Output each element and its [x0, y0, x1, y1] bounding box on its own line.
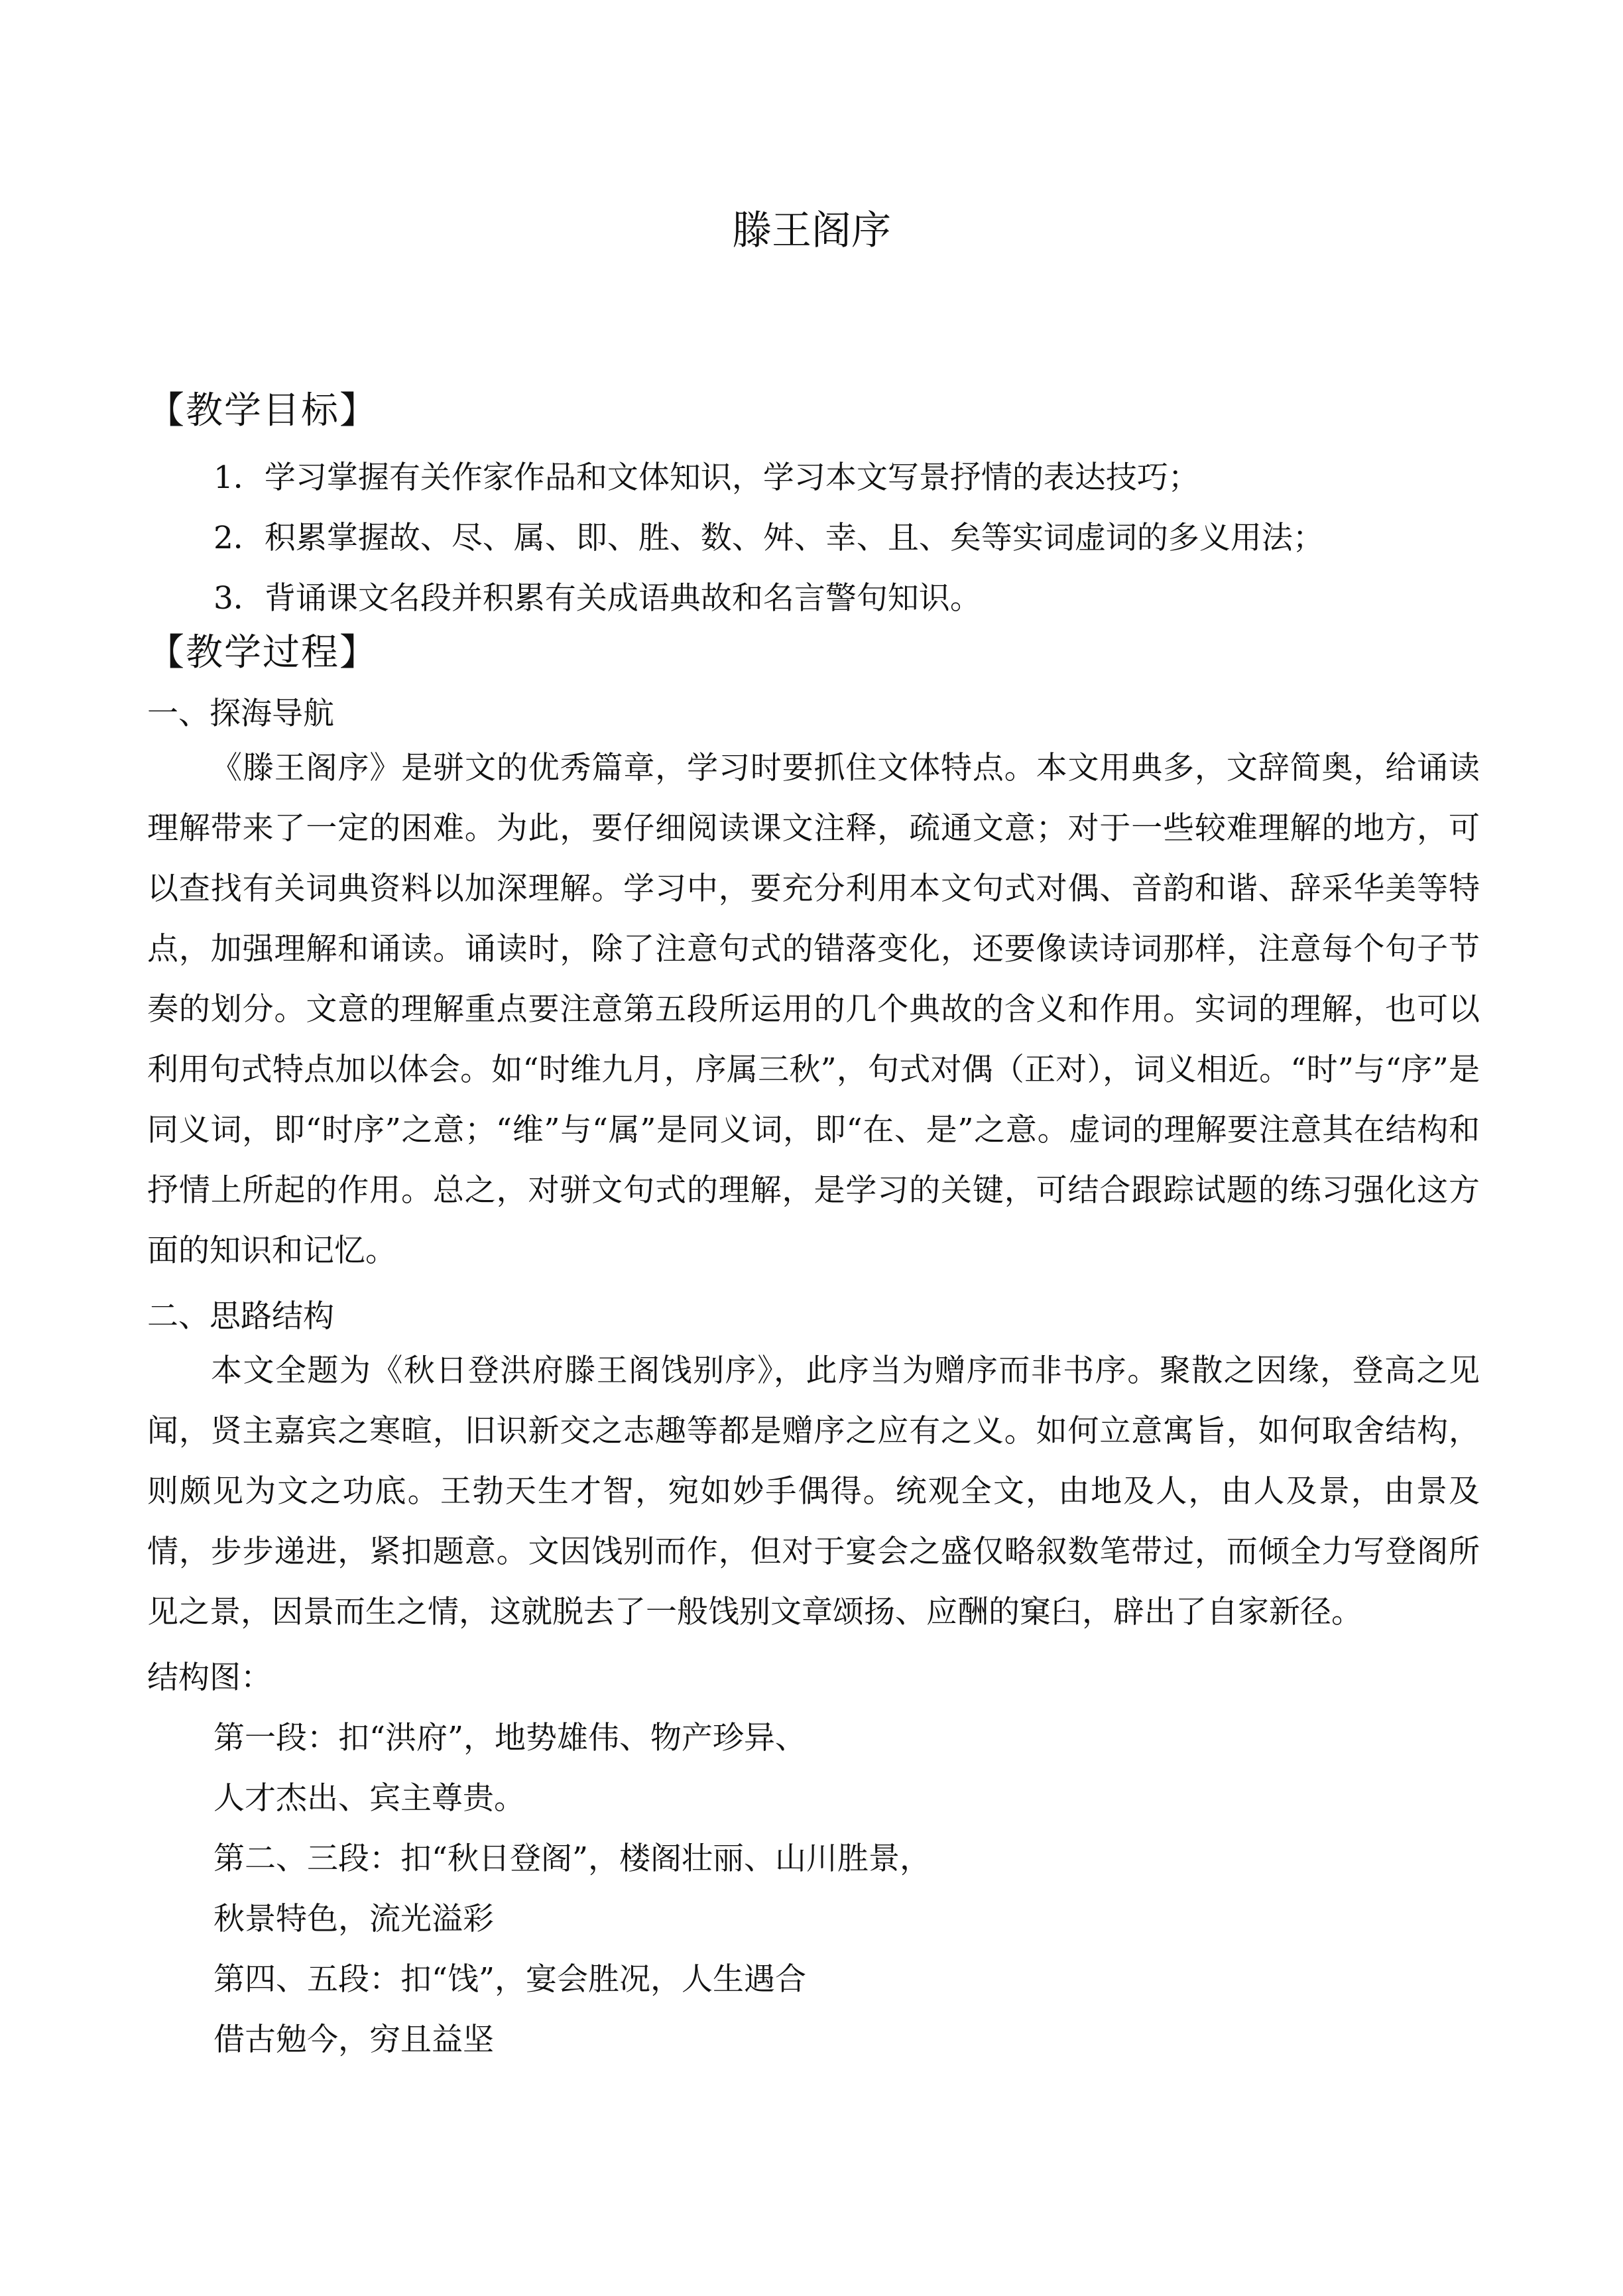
objective-item: 3．背诵课文名段并积累有关成语典故和名言警句知识。 — [213, 580, 981, 617]
section-2-paragraph: 本文全题为《秋日登洪府滕王阁饯别序》，此序当为赠序而非书序。聚散之因缘，登高之见闻，贤主嘉宾之寒暄，旧识新交之志趣等都是赠序之应有之义。如何立意寓旨，如何取舍结构，则颇见为文之功底。王勃天生才智，宛如妙手偶得。统观全文，由地及人，由人及景，由景及情，步步递进，紧扣题意。文因饯别而作，但对于宴会之盛仅略叙数笔带过，而倾全力写登阁所见之景，因景而生之情，这就脱去了一般饯别文章颂扬、应酬的窠臼，辟出了自家新径。 — [147, 1353, 1480, 1630]
section-heading-2: 二、思路结构 — [147, 1298, 334, 1335]
objectives-heading: 【教学目标】 — [147, 389, 378, 432]
process-heading: 【教学过程】 — [147, 631, 378, 674]
structure-line: 第四、五段：扣“饯”，宴会胜况，人生遇合 — [213, 1961, 807, 1998]
structure-label: 结构图： — [147, 1660, 272, 1696]
section-heading-1: 一、探海导航 — [147, 695, 334, 732]
section-1-paragraph: 《滕王阁序》是骈文的优秀篇章，学习时要抓住文体特点。本文用典多，文辞简奥，给诵读理解带来了一定的困难。为此，要仔细阅读课文注释，疏通文意；对于一些较难理解的地方，可以查找有关词典资料以加深理解。学习中，要充分利用本文句式对偶、音韵和谐、辞采华美等特点，加强理解和诵读。诵读时，除了注意句式的错落变化，还要像读诗词那样，注意每个句子节奏的划分。文意的理解重点要注意第五段所运用的几个典故的含义和作用。实词的理解，也可以利用句式特点加以体会。如“时维九月，序属三秋”，句式对偶（正对），词义相近。“时”与“序”是同义词，即“时序”之意；“维”与“属”是同义词，即“在、是”之意。虚词的理解要注意其在结构和抒情上所起的作用。总之，对骈文句式的理解，是学习的关键，可结合跟踪试题的练习强化这方面的知识和记忆。 — [147, 750, 1480, 1269]
structure-line: 第一段：扣“洪府”，地势雄伟、物产珍异、 — [213, 1720, 807, 1756]
page-title: 滕王阁序 — [732, 208, 891, 254]
structure-line: 秋景特色，流光溢彩 — [213, 1901, 494, 1937]
structure-line: 借古勉今，穷且益坚 — [213, 2022, 494, 2058]
structure-line: 第二、三段：扣“秋日登阁”，楼阁壮丽、山川胜景， — [213, 1841, 932, 1877]
objective-item: 2．积累掌握故、尽、属、即、胜、数、舛、幸、且、矣等实词虚词的多义用法； — [213, 520, 1324, 556]
objective-item: 1．学习掌握有关作家作品和文体知识，学习本文写景抒情的表达技巧； — [213, 459, 1199, 496]
structure-line: 人才杰出、宾主尊贵。 — [213, 1780, 525, 1817]
